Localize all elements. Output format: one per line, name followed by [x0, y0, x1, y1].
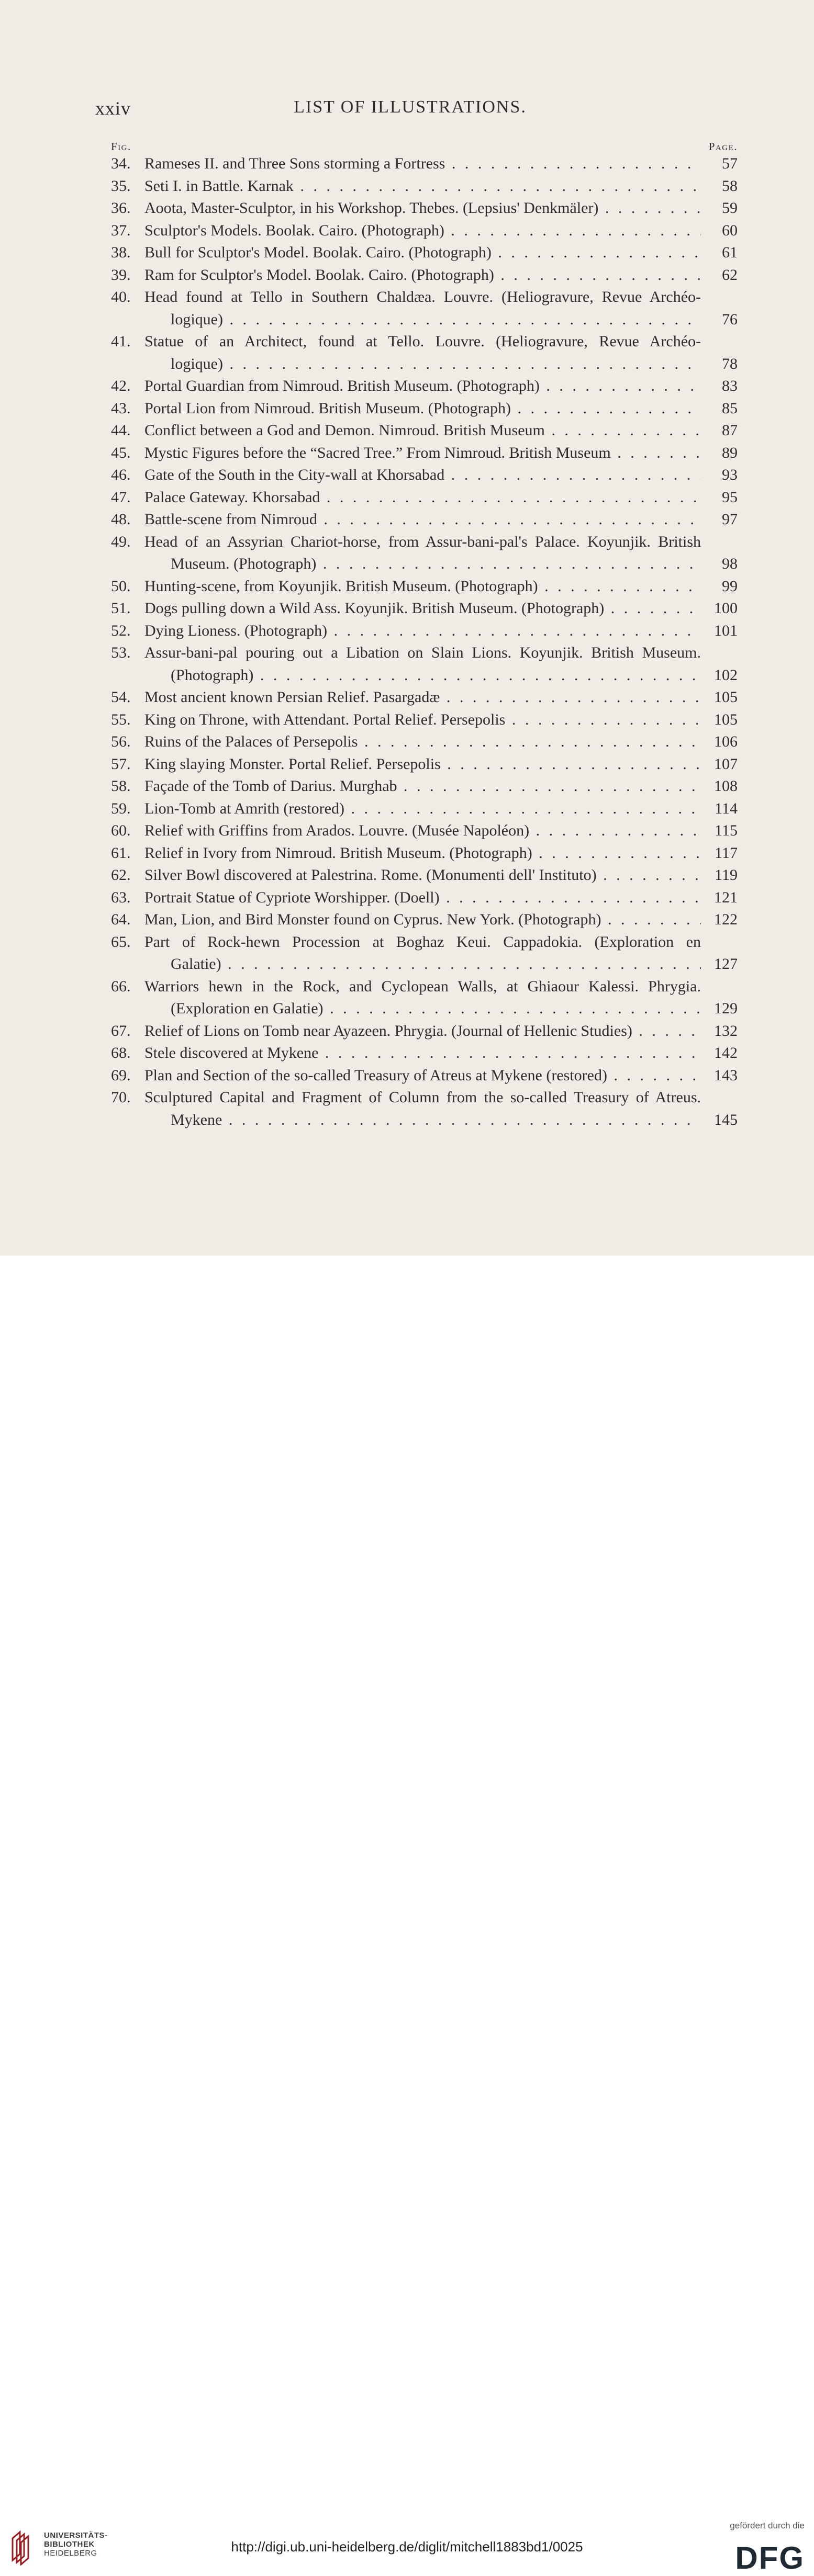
- caption-line: Dogs pulling down a Wild Ass. Koyunjik. British Museum. (Photograph) . .: [144, 597, 701, 620]
- page-number: 76: [722, 310, 738, 328]
- figure-number: 34.: [111, 155, 131, 172]
- figure-caption: [144, 642, 738, 686]
- list-item: [111, 642, 738, 686]
- library-name-line-2: BIBLIOTHEK: [44, 2540, 95, 2549]
- page-number: 95: [722, 488, 738, 506]
- caption-line: Stele discovered at Mykene . .: [144, 1042, 701, 1065]
- figure-caption: [144, 731, 738, 753]
- figure-number: 56.: [111, 733, 131, 750]
- figure-caption: [144, 775, 738, 798]
- caption-line: Gate of the South in the City-wall at Khorsabad . .: [144, 464, 701, 487]
- caption-line: (Photograph) . .: [144, 664, 701, 687]
- figure-number: 70.: [111, 1089, 131, 1106]
- page-folio: xxiv: [95, 98, 131, 119]
- page-number: 142: [714, 1044, 738, 1061]
- list-item: [111, 775, 738, 798]
- figure-number: 39.: [111, 266, 131, 284]
- caption-line: Warriors hewn in the Rock, and Cyclopean Walls, at Ghiaour Kalessi. Phrygia.: [144, 977, 701, 995]
- list-item: [111, 175, 738, 198]
- page-number: 57: [722, 155, 738, 172]
- figure-caption: [144, 175, 738, 198]
- page-number: 83: [722, 377, 738, 394]
- list-item: [111, 731, 738, 753]
- caption-line: Aoota, Master-Sculptor, in his Workshop. Thebes. (Lepsius' Denkmäler) . .: [144, 197, 701, 220]
- page-number: 106: [714, 733, 738, 750]
- figure-number: 62.: [111, 866, 131, 884]
- figure-caption: [144, 753, 738, 776]
- caption-line: Portal Lion from Nimroud. British Museum. (Photograph) . .: [144, 398, 701, 420]
- figure-caption: [144, 842, 738, 865]
- figure-caption: [144, 887, 738, 909]
- figure-caption: [144, 331, 738, 375]
- list-item: [111, 197, 738, 220]
- figure-caption: [144, 464, 738, 487]
- figure-number: 69.: [111, 1066, 131, 1084]
- list-item: [111, 220, 738, 242]
- page-number: 143: [714, 1066, 738, 1084]
- figure-number: 48.: [111, 511, 131, 528]
- list-item: [111, 597, 738, 620]
- figure-caption: [144, 264, 738, 287]
- list-item: [111, 709, 738, 731]
- caption-line: Palace Gateway. Khorsabad . .: [144, 487, 701, 509]
- figure-caption: [144, 686, 738, 709]
- figure-caption: [144, 153, 738, 175]
- source-url-link[interactable]: http://digi.ub.uni-heidelberg.de/diglit/mitchell1883bd1/0025: [231, 2539, 583, 2555]
- figure-number: 42.: [111, 377, 131, 394]
- book-page: [0, 0, 814, 1256]
- list-item: [111, 1065, 738, 1087]
- dfg-logo: DFG: [735, 2540, 805, 2575]
- list-item: [111, 420, 738, 442]
- digitization-footer: [0, 1256, 814, 2575]
- caption-line: Dying Lioness. (Photograph) . .: [144, 620, 701, 642]
- page-number: 87: [722, 422, 738, 439]
- caption-line: Portrait Statue of Cypriote Worshipper. (Doell) . .: [144, 887, 701, 909]
- caption-line: Most ancient known Persian Relief. Pasargadæ . .: [144, 686, 701, 709]
- figure-number: 57.: [111, 755, 131, 773]
- figure-caption: [144, 909, 738, 931]
- page-number: 97: [722, 511, 738, 528]
- page-number: 61: [722, 244, 738, 261]
- figure-number: 66.: [111, 977, 131, 995]
- figure-caption: [144, 709, 738, 731]
- caption-line: Portal Guardian from Nimroud. British Museum. (Photograph) . .: [144, 375, 701, 398]
- list-item: [111, 487, 738, 509]
- caption-line: Ram for Sculptor's Model. Boolak. Cairo. (Photograph) . .: [144, 264, 701, 287]
- caption-line: Mykene . .: [144, 1109, 701, 1132]
- page-column-heading: Page.: [708, 140, 738, 153]
- fig-column-heading: Fig.: [111, 140, 131, 153]
- caption-line: Rameses II. and Three Sons storming a Fortress . .: [144, 153, 701, 175]
- caption-line: Relief in Ivory from Nimroud. British Museum. (Photograph) . .: [144, 842, 701, 865]
- figure-caption: [144, 398, 738, 420]
- caption-line: King slaying Monster. Portal Relief. Persepolis . .: [144, 753, 701, 776]
- figure-number: 44.: [111, 422, 131, 439]
- page-number: 114: [715, 799, 738, 817]
- figure-caption: [144, 931, 738, 976]
- page-number: 78: [722, 355, 738, 372]
- figure-number: 35.: [111, 177, 131, 195]
- page-number: 107: [714, 755, 738, 773]
- figure-caption: [144, 976, 738, 1020]
- caption-line: Battle-scene from Nimroud . .: [144, 509, 701, 531]
- list-item: [111, 798, 738, 820]
- list-item: [111, 442, 738, 465]
- page-number: 132: [714, 1022, 738, 1040]
- caption-line: Man, Lion, and Bird Monster found on Cyprus. New York. (Photograph) . .: [144, 909, 701, 931]
- page-number: 93: [722, 466, 738, 483]
- list-item: [111, 686, 738, 709]
- caption-line: logique) . .: [144, 309, 701, 331]
- page-number: 105: [714, 710, 738, 728]
- list-item: [111, 531, 738, 575]
- list-item: [111, 931, 738, 976]
- list-item: [111, 242, 738, 264]
- page-number: 145: [714, 1111, 738, 1128]
- list-item: [111, 264, 738, 287]
- caption-line: Bull for Sculptor's Model. Boolak. Cairo. (Photograph) . .: [144, 242, 701, 264]
- figure-number: 41.: [111, 333, 131, 350]
- list-item: [111, 286, 738, 331]
- caption-line: Head found at Tello in Southern Chaldæa. Louvre. (Heliogravure, Revue Archéo-: [144, 288, 701, 306]
- caption-line: Hunting-scene, from Koyunjik. British Museum. (Photograph) . .: [144, 575, 701, 598]
- caption-line: Relief with Griffins from Arados. Louvre. (Musée Napoléon) . .: [144, 820, 701, 842]
- caption-line: Seti I. in Battle. Karnak . .: [144, 175, 701, 198]
- caption-line: Relief of Lions on Tomb near Ayazeen. Phrygia. (Journal of Hellenic Studies) . .: [144, 1020, 701, 1043]
- list-item: [111, 842, 738, 865]
- caption-line: Lion-Tomb at Amrith (restored) . .: [144, 798, 701, 820]
- page-number: 117: [715, 844, 738, 862]
- figure-caption: [144, 242, 738, 264]
- caption-line: Statue of an Architect, found at Tello. Louvre. (Heliogravure, Revue Archéo-: [144, 333, 701, 350]
- list-item: [111, 976, 738, 1020]
- caption-line: King on Throne, with Attendant. Portal Relief. Persepolis . .: [144, 709, 701, 731]
- list-item: [111, 464, 738, 487]
- figure-caption: [144, 442, 738, 465]
- caption-line: Ruins of the Palaces of Persepolis . .: [144, 731, 701, 753]
- figure-number: 49.: [111, 533, 131, 550]
- figure-caption: [144, 1065, 738, 1087]
- list-item: [111, 153, 738, 175]
- figure-number: 50.: [111, 577, 131, 595]
- caption-line: Conflict between a God and Demon. Nimroud. British Museum . .: [144, 420, 701, 442]
- figure-number: 38.: [111, 244, 131, 261]
- figure-number: 46.: [111, 466, 131, 483]
- figure-caption: [144, 820, 738, 842]
- illustrations-list: [111, 153, 738, 1131]
- page-number: 121: [714, 888, 738, 906]
- caption-line: logique) . .: [144, 353, 701, 376]
- list-item: [111, 887, 738, 909]
- list-item: [111, 1087, 738, 1131]
- caption-line: Plan and Section of the so-called Treasury of Atreus at Mykene (restored) . .: [144, 1065, 701, 1087]
- page-number: 102: [714, 666, 738, 684]
- caption-line: Museum. (Photograph) . .: [144, 553, 701, 575]
- figure-caption: [144, 509, 738, 531]
- figure-caption: [144, 197, 738, 220]
- page-number: 119: [715, 866, 738, 884]
- list-item: [111, 1020, 738, 1043]
- figure-caption: [144, 597, 738, 620]
- figure-number: 61.: [111, 844, 131, 862]
- caption-line: Sculptor's Models. Boolak. Cairo. (Photograph) . .: [144, 220, 701, 242]
- page-number: 62: [722, 266, 738, 284]
- list-item: [111, 909, 738, 931]
- running-title: LIST OF ILLUSTRATIONS.: [294, 97, 527, 117]
- page-number: 101: [714, 622, 738, 639]
- figure-caption: [144, 1020, 738, 1043]
- figure-number: 68.: [111, 1044, 131, 1061]
- figure-caption: [144, 864, 738, 887]
- caption-line: (Exploration en Galatie) . .: [144, 998, 701, 1020]
- figure-number: 67.: [111, 1022, 131, 1040]
- caption-line: Part of Rock-hewn Procession at Boghaz Keui. Cappadokia. (Exploration en: [144, 933, 701, 951]
- library-name-line-3: HEIDELBERG: [44, 2549, 97, 2558]
- figure-caption: [144, 575, 738, 598]
- page-number: 99: [722, 577, 738, 595]
- figure-number: 40.: [111, 288, 131, 306]
- list-item: [111, 753, 738, 776]
- caption-line: Assur-bani-pal pouring out a Libation on Slain Lions. Koyunjik. British Museum.: [144, 644, 701, 661]
- funding-caption: gefördert durch die: [730, 2521, 805, 2530]
- page-number: 127: [714, 955, 738, 973]
- page-number: 129: [714, 1000, 738, 1017]
- library-name-line-1: UNIVERSITÄTS-: [44, 2531, 108, 2540]
- list-item: [111, 575, 738, 598]
- figure-number: 43.: [111, 399, 131, 417]
- figure-number: 60.: [111, 822, 131, 839]
- list-item: [111, 864, 738, 887]
- figure-number: 47.: [111, 488, 131, 506]
- figure-number: 64.: [111, 911, 131, 928]
- figure-caption: [144, 798, 738, 820]
- caption-line: Sculptured Capital and Fragment of Column from the so-called Treasury of Atreus.: [144, 1089, 701, 1106]
- figure-number: 52.: [111, 622, 131, 639]
- list-item: [111, 1042, 738, 1065]
- figure-number: 58.: [111, 777, 131, 795]
- figure-number: 65.: [111, 933, 131, 951]
- page-number: 60: [722, 221, 738, 239]
- figure-number: 53.: [111, 644, 131, 661]
- figure-caption: [144, 1087, 738, 1131]
- page-number: 89: [722, 444, 738, 461]
- figure-caption: [144, 420, 738, 442]
- page-number: 100: [714, 600, 738, 617]
- page-number: 85: [722, 399, 738, 417]
- caption-line: Façade of the Tomb of Darius. Murghab . .: [144, 775, 701, 798]
- page-number: 105: [714, 688, 738, 706]
- figure-number: 36.: [111, 199, 131, 217]
- column-headings: [111, 140, 738, 154]
- page-number: 108: [714, 777, 738, 795]
- caption-line: Galatie) . .: [144, 953, 701, 976]
- caption-line: Mystic Figures before the “Sacred Tree.” From Nimroud. British Museum . .: [144, 442, 701, 465]
- figure-number: 63.: [111, 888, 131, 906]
- list-item: [111, 398, 738, 420]
- figure-caption: [144, 1042, 738, 1065]
- page-number: 59: [722, 199, 738, 217]
- figure-caption: [144, 620, 738, 642]
- figure-caption: [144, 375, 738, 398]
- figure-caption: [144, 286, 738, 331]
- figure-number: 45.: [111, 444, 131, 461]
- list-item: [111, 620, 738, 642]
- caption-line: Silver Bowl discovered at Palestrina. Rome. (Monumenti dell' Instituto) . .: [144, 864, 701, 887]
- figure-caption: [144, 220, 738, 242]
- list-item: [111, 509, 738, 531]
- figure-number: 37.: [111, 221, 131, 239]
- page-number: 58: [722, 177, 738, 195]
- list-item: [111, 375, 738, 398]
- page-number: 115: [715, 822, 738, 839]
- figure-number: 54.: [111, 688, 131, 706]
- caption-line: Head of an Assyrian Chariot-horse, from Assur-bani-pal's Palace. Koyunjik. British: [144, 533, 701, 550]
- figure-number: 59.: [111, 799, 131, 817]
- figure-caption: [144, 531, 738, 575]
- list-item: [111, 820, 738, 842]
- figure-number: 51.: [111, 600, 131, 617]
- page-number: 98: [722, 555, 738, 572]
- running-head: [95, 97, 725, 123]
- list-item: [111, 331, 738, 375]
- page-number: 122: [714, 911, 738, 928]
- figure-caption: [144, 487, 738, 509]
- figure-number: 55.: [111, 710, 131, 728]
